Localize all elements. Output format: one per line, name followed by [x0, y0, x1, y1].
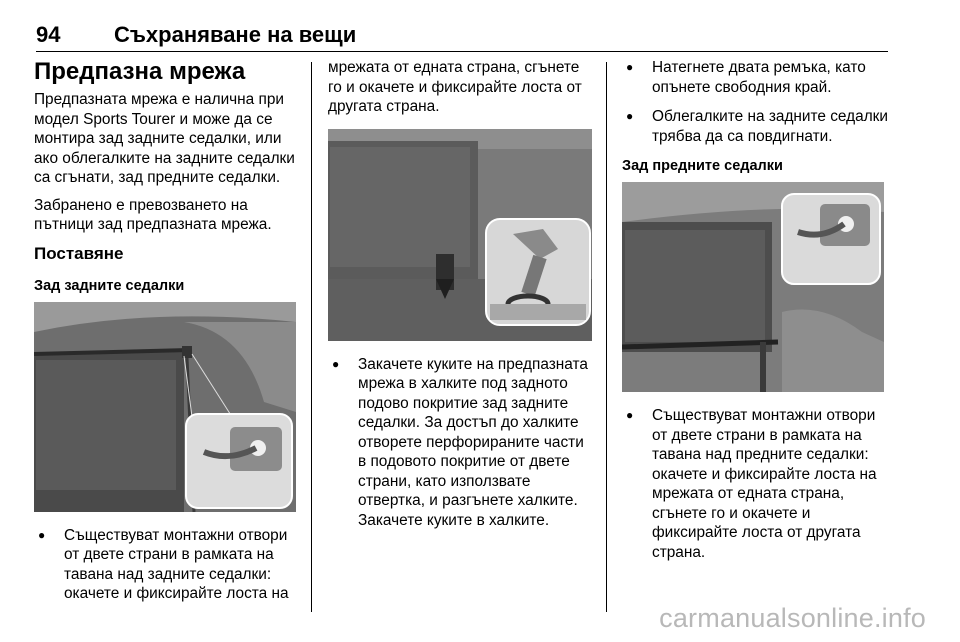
- list-item: ● Облегалките на задните седалки трябва да са повдигнати.: [622, 107, 888, 146]
- watermark: carmanualsonline.info: [659, 603, 926, 633]
- bullet-list-2: [328, 355, 592, 531]
- page-number: 94: [36, 22, 61, 47]
- list-item: ● Съществуват монтажни отвори от двете страни в рамката на тавана над предните седалки: окачете и фиксирайте лоста на мрежата от едната страна, сгънете го и окачете и фиксирайте лоста от другата страна.: [622, 406, 888, 562]
- bullet-list-4: [622, 406, 888, 562]
- illustration-rear-roof-mount: [34, 302, 296, 512]
- list-item: ● Натегнете двата ремъка, като опънете свободния край.: [622, 58, 888, 97]
- list-item: ● Съществуват монтажни отвори от двете страни в рамката на тавана над задните седалки: окачете и фиксирайте лоста на: [34, 526, 296, 604]
- subsubheading-rear-seats: Зад задните седалки: [34, 277, 185, 294]
- intro-paragraph: Предпазната мрежа е налична при модел Sports Tourer и може да се монтира зад задните седалки, или ако облегалките на задните седалки са сгънати, зад предните седалки.: [34, 91, 295, 186]
- illustration-front-roof-mount: [622, 182, 884, 392]
- section-heading: Предпазна мрежа: [34, 58, 246, 85]
- list-item: ● Закачете куките на предпазната мрежа в халките под задното подово покритие зад задните седалки. За достъп до халките отворете перфорираните части в подовото покритие от двете страни, като използвате отвертка, и разгънете халките. Закачете куките в халките.: [328, 355, 592, 531]
- column-divider-2: [606, 62, 607, 612]
- column-2: [328, 58, 592, 540]
- column-1: [34, 58, 296, 614]
- continued-paragraph: мрежата от едната страна, сгънете го и окачете и фиксирайте лоста от другата страна.: [328, 59, 582, 115]
- column-3: [622, 58, 888, 572]
- warning-paragraph: Забранено е превозването на пътници зад предпазната мрежа.: [34, 196, 272, 233]
- chapter-title: Съхраняване на вещи: [114, 22, 357, 47]
- subsubheading-front-seats: Зад предните седалки: [622, 158, 783, 174]
- bullet-list-3: [622, 58, 888, 146]
- bullet-list-1: [34, 526, 296, 604]
- subheading-installation: Поставяне: [34, 243, 124, 263]
- column-divider-1: [311, 62, 312, 612]
- illustration-floor-hooks: [328, 129, 592, 341]
- page-header: [36, 20, 888, 52]
